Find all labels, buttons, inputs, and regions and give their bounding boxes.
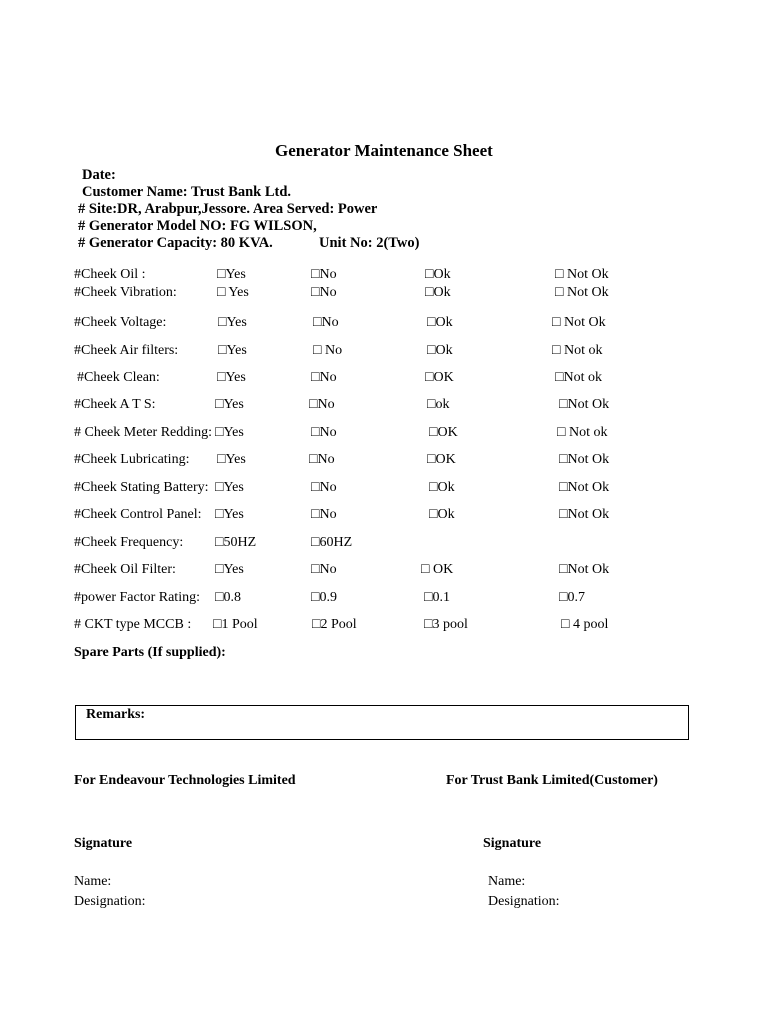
option-checkbox[interactable]: □No	[311, 370, 337, 385]
generator-capacity: # Generator Capacity: 80 KVA.	[78, 235, 273, 251]
option-checkbox[interactable]: □1 Pool	[213, 617, 258, 632]
spare-parts-label: Spare Parts (If supplied):	[74, 645, 226, 660]
right-designation: Designation:	[488, 894, 560, 909]
option-checkbox[interactable]: □ Not ok	[552, 343, 603, 358]
option-checkbox[interactable]: □Yes	[215, 480, 244, 495]
option-checkbox[interactable]: □No	[311, 267, 337, 282]
left-designation: Designation:	[74, 894, 146, 909]
option-checkbox[interactable]: □Yes	[218, 315, 247, 330]
option-checkbox[interactable]: □ No	[313, 343, 343, 358]
right-org: For Trust Bank Limited(Customer)	[446, 773, 658, 788]
option-checkbox[interactable]: □ Yes	[217, 285, 249, 300]
option-checkbox[interactable]: □0.9	[311, 590, 337, 605]
generator-model: # Generator Model NO: FG WILSON,	[78, 218, 317, 234]
option-checkbox[interactable]: □Yes	[217, 370, 246, 385]
page-title: Generator Maintenance Sheet	[275, 141, 493, 160]
option-checkbox[interactable]: □ 4 pool	[561, 617, 609, 632]
row-label: #Cheek Frequency:	[74, 535, 184, 550]
right-signature: Signature	[483, 836, 542, 851]
row-label: # Cheek Meter Redding:	[74, 425, 213, 440]
row-label: #Cheek Voltage:	[74, 315, 167, 330]
option-checkbox[interactable]: □Ok	[425, 285, 451, 300]
option-checkbox[interactable]: □OK	[425, 370, 454, 385]
option-checkbox[interactable]: □Not Ok	[559, 480, 610, 495]
option-checkbox[interactable]: □No	[311, 562, 337, 577]
option-checkbox[interactable]: □No	[311, 285, 337, 300]
option-checkbox[interactable]: □Yes	[217, 267, 246, 282]
option-checkbox[interactable]: □OK	[429, 425, 458, 440]
option-checkbox[interactable]: □50HZ	[215, 535, 257, 550]
option-checkbox[interactable]: □ Not ok	[557, 425, 608, 440]
left-name: Name:	[74, 874, 112, 889]
option-checkbox[interactable]: □Yes	[215, 562, 244, 577]
option-checkbox[interactable]: □Not Ok	[559, 397, 610, 412]
option-checkbox[interactable]: □Ok	[429, 480, 455, 495]
option-checkbox[interactable]: □ok	[427, 397, 450, 412]
option-checkbox[interactable]: □Not Ok	[559, 562, 610, 577]
option-checkbox[interactable]: □0.7	[559, 590, 585, 605]
option-checkbox[interactable]: □Ok	[427, 343, 453, 358]
option-checkbox[interactable]: □No	[311, 507, 337, 522]
option-checkbox[interactable]: □No	[309, 397, 335, 412]
row-label: #Cheek Clean:	[77, 370, 160, 385]
option-checkbox[interactable]: □No	[311, 480, 337, 495]
option-checkbox[interactable]: □OK	[427, 452, 456, 467]
row-label: #Cheek Control Panel:	[74, 507, 202, 522]
option-checkbox[interactable]: □Yes	[217, 452, 246, 467]
option-checkbox[interactable]: □No	[309, 452, 335, 467]
row-label: #Cheek Stating Battery:	[74, 480, 209, 495]
option-checkbox[interactable]: □Yes	[218, 343, 247, 358]
row-label: #Cheek A T S:	[74, 397, 156, 412]
option-checkbox[interactable]: □Ok	[425, 267, 451, 282]
unit-number: Unit No: 2(Two)	[319, 235, 420, 251]
date-label: Date:	[82, 167, 116, 183]
option-checkbox[interactable]: □ Not Ok	[552, 315, 606, 330]
option-checkbox[interactable]: □Ok	[427, 315, 453, 330]
option-checkbox[interactable]: □Yes	[215, 425, 244, 440]
row-label: #Cheek Air filters:	[74, 343, 179, 358]
right-name: Name:	[488, 874, 526, 889]
option-checkbox[interactable]: □0.8	[215, 590, 241, 605]
row-label: #Cheek Oil :	[74, 267, 146, 282]
option-checkbox[interactable]: □ Not Ok	[555, 285, 609, 300]
remarks-label: Remarks:	[86, 707, 146, 722]
option-checkbox[interactable]: □Ok	[429, 507, 455, 522]
row-label: # CKT type MCCB :	[74, 617, 192, 632]
option-checkbox[interactable]: □ Not Ok	[555, 267, 609, 282]
option-checkbox[interactable]: □2 Pool	[312, 617, 357, 632]
option-checkbox[interactable]: □0.1	[424, 590, 450, 605]
left-signature: Signature	[74, 836, 133, 851]
option-checkbox[interactable]: □3 pool	[424, 617, 468, 632]
option-checkbox[interactable]: □No	[311, 425, 337, 440]
left-org: For Endeavour Technologies Limited	[74, 773, 296, 788]
option-checkbox[interactable]: □Not Ok	[559, 507, 610, 522]
option-checkbox[interactable]: □Not Ok	[559, 452, 610, 467]
row-label: #Cheek Oil Filter:	[74, 562, 176, 577]
option-checkbox[interactable]: □Not ok	[555, 370, 602, 385]
option-checkbox[interactable]: □60HZ	[311, 535, 353, 550]
customer-name: Customer Name: Trust Bank Ltd.	[82, 184, 292, 200]
option-checkbox[interactable]: □Yes	[215, 507, 244, 522]
row-label: #Cheek Lubricating:	[74, 452, 190, 467]
option-checkbox[interactable]: □Yes	[215, 397, 244, 412]
option-checkbox[interactable]: □ OK	[421, 562, 454, 577]
remarks-box[interactable]	[75, 705, 689, 740]
row-label: #Cheek Vibration:	[74, 285, 177, 300]
option-checkbox[interactable]: □No	[313, 315, 339, 330]
site-info: # Site:DR, Arabpur,Jessore. Area Served: Power	[78, 201, 378, 217]
row-label: #power Factor Rating:	[74, 590, 200, 605]
